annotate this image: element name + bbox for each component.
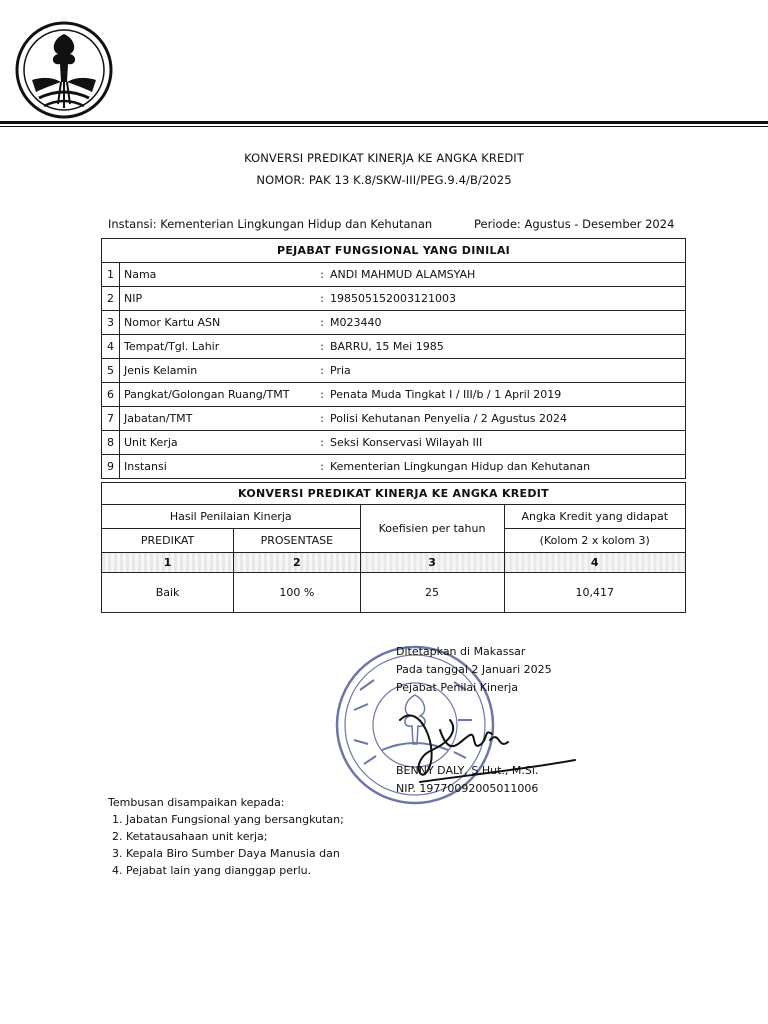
column-number-row	[102, 553, 686, 573]
list-item: 3. Kepala Biro Sumber Daya Manusia dan	[126, 845, 344, 862]
header-rule-thin	[0, 126, 768, 127]
pejabat-table	[101, 238, 686, 479]
row-value: Polisi Kehutanan Penyelia / 2 Agustus 2024	[326, 407, 686, 431]
row-number: 7	[102, 407, 120, 431]
list-item: 1. Jabatan Fungsional yang bersangkutan;	[126, 811, 344, 828]
column-number: 4	[504, 553, 685, 573]
row-value: Seksi Konservasi Wilayah III	[326, 431, 686, 455]
angka-kredit-header: Angka Kredit yang didapat	[504, 505, 685, 529]
column-number: 3	[360, 553, 504, 573]
header-rule-thick	[0, 121, 768, 124]
pejabat-penilai-line: Pejabat Penilai Kinerja	[396, 681, 519, 694]
table-row	[102, 431, 686, 455]
pejabat-heading: PEJABAT FUNGSIONAL YANG DINILAI	[102, 239, 686, 263]
row-label: Jenis Kelamin	[120, 359, 319, 383]
kolom-formula: (Kolom 2 x kolom 3)	[504, 529, 685, 553]
koefisien-header: Koefisien per tahun	[360, 505, 504, 553]
konversi-value-row	[102, 573, 686, 613]
penilai-name: BENNY DALY, S.Hut., M.Si.	[396, 764, 539, 777]
instansi-line: Instansi: Kementerian Lingkungan Hidup dan Kehutanan	[108, 217, 433, 231]
column-number: 1	[102, 553, 234, 573]
row-separator: :	[318, 455, 326, 479]
koefisien-value: 25	[360, 573, 504, 613]
row-label: Instansi	[120, 455, 319, 479]
row-number: 5	[102, 359, 120, 383]
konversi-heading: KONVERSI PREDIKAT KINERJA KE ANGKA KREDIT	[102, 483, 686, 505]
row-label: Jabatan/TMT	[120, 407, 319, 431]
document-number: NOMOR: PAK 13 K.8/SKW-III/PEG.9.4/B/2025	[256, 173, 512, 187]
table-row	[102, 287, 686, 311]
prosentase-header: PROSENTASE	[234, 529, 360, 553]
row-label: Tempat/Tgl. Lahir	[120, 335, 319, 359]
list-item: 4. Pejabat lain yang dianggap perlu.	[126, 862, 344, 879]
row-separator: :	[318, 335, 326, 359]
row-value: Kementerian Lingkungan Hidup dan Kehutanan	[326, 455, 686, 479]
table-row	[102, 263, 686, 287]
hasil-penilaian-header: Hasil Penilaian Kinerja	[102, 505, 361, 529]
row-value: Pria	[326, 359, 686, 383]
penilai-identity	[396, 762, 538, 798]
tanggal-line: Pada tanggal 2 Januari 2025	[396, 663, 552, 676]
column-number: 2	[234, 553, 360, 573]
row-number: 8	[102, 431, 120, 455]
angka-kredit-value: 10,417	[504, 573, 685, 613]
row-value: ANDI MAHMUD ALAMSYAH	[326, 263, 686, 287]
row-number: 1	[102, 263, 120, 287]
row-label: Nama	[120, 263, 319, 287]
predikat-value: Baik	[102, 573, 234, 613]
periode-line: Periode: Agustus - Desember 2024	[474, 217, 675, 231]
document-title: KONVERSI PREDIKAT KINERJA KE ANGKA KREDIT	[244, 151, 524, 165]
konversi-table	[101, 482, 686, 613]
row-separator: :	[318, 407, 326, 431]
tembusan-list	[108, 811, 344, 879]
row-label: NIP	[120, 287, 319, 311]
row-value: M023440	[326, 311, 686, 335]
row-value: Penata Muda Tingkat I / III/b / 1 April 2019	[326, 383, 686, 407]
row-value: 198505152003121003	[326, 287, 686, 311]
table-row	[102, 311, 686, 335]
table-row	[102, 383, 686, 407]
row-separator: :	[318, 431, 326, 455]
row-number: 4	[102, 335, 120, 359]
row-number: 3	[102, 311, 120, 335]
row-separator: :	[318, 383, 326, 407]
row-number: 9	[102, 455, 120, 479]
row-value: BARRU, 15 Mei 1985	[326, 335, 686, 359]
tembusan-heading: Tembusan disampaikan kepada:	[108, 796, 285, 809]
row-separator: :	[318, 287, 326, 311]
prosentase-value: 100 %	[234, 573, 360, 613]
table-row	[102, 455, 686, 479]
row-separator: :	[318, 263, 326, 287]
predikat-header: PREDIKAT	[102, 529, 234, 553]
row-label: Nomor Kartu ASN	[120, 311, 319, 335]
row-label: Unit Kerja	[120, 431, 319, 455]
penilai-nip: NIP. 19770092005011006	[396, 782, 539, 795]
ditetapkan-line: Ditetapkan di Makassar	[396, 645, 526, 658]
tembusan-block	[108, 794, 344, 879]
table-row	[102, 359, 686, 383]
table-row	[102, 335, 686, 359]
row-separator: :	[318, 311, 326, 335]
ministry-logo	[14, 20, 114, 120]
row-separator: :	[318, 359, 326, 383]
row-label: Pangkat/Golongan Ruang/TMT	[120, 383, 319, 407]
pengesahan-block	[396, 643, 552, 697]
table-row	[102, 407, 686, 431]
list-item: 2. Ketatausahaan unit kerja;	[126, 828, 344, 845]
row-number: 2	[102, 287, 120, 311]
row-number: 6	[102, 383, 120, 407]
